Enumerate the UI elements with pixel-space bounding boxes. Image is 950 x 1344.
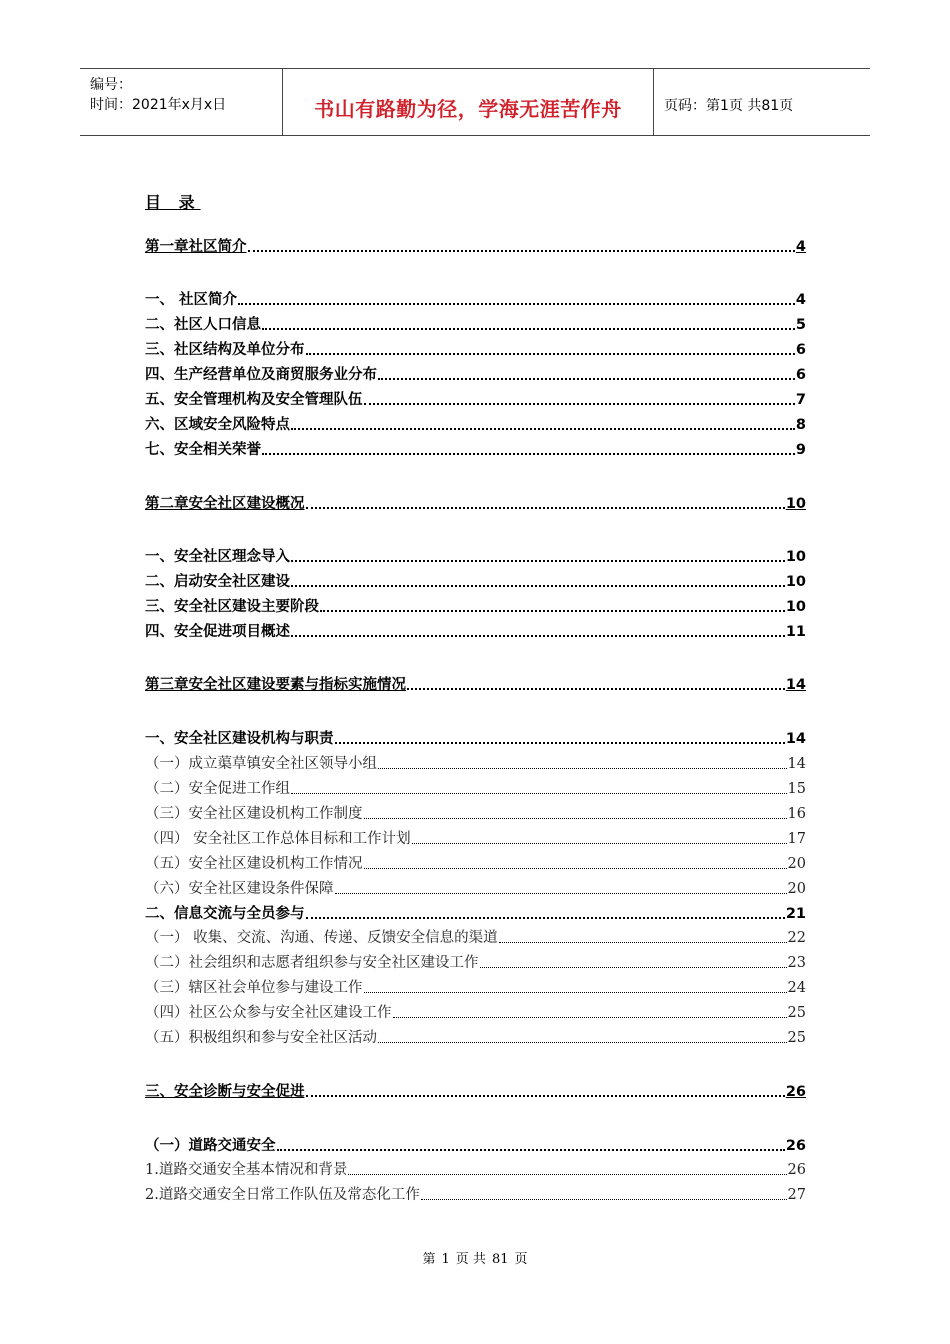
toc-entry[interactable] <box>145 412 806 434</box>
toc-leader <box>320 610 785 612</box>
toc-leader <box>262 453 795 455</box>
toc-entry-text: （三）辖区社会单位参与建设工作 <box>145 980 363 996</box>
toc-entry-page: 20 <box>787 881 806 897</box>
toc-leader <box>306 917 785 919</box>
toc-entry[interactable] <box>145 925 806 947</box>
toc-leader <box>499 942 787 943</box>
toc-entry-page: 20 <box>787 856 806 872</box>
toc-entry-text: （三）安全社区建设机构工作制度 <box>145 806 363 822</box>
toc-entry[interactable] <box>145 234 806 256</box>
toc-entry-page: 15 <box>787 781 806 797</box>
toc-entry[interactable] <box>145 776 806 798</box>
toc-entry[interactable] <box>145 619 806 641</box>
toc-entry-text: （二）社会组织和志愿者组织参与安全社区建设工作 <box>145 955 479 971</box>
toc-entry[interactable] <box>145 901 806 923</box>
number-label: 编号： <box>90 77 132 93</box>
toc-entry[interactable] <box>145 751 806 773</box>
toc-entry-text: （四） 安全社区工作总体目标和工作计划 <box>145 831 411 847</box>
toc-entry-text: 三、安全诊断与安全促进 <box>145 1084 305 1100</box>
toc-leader <box>291 635 785 637</box>
toc-entry[interactable] <box>145 437 806 459</box>
toc-leader <box>291 585 785 587</box>
header-motto-cell <box>282 69 654 135</box>
toc-entry-text: （一）道路交通安全 <box>145 1138 276 1154</box>
toc-entry-text: 三、社区结构及单位分布 <box>145 342 305 358</box>
toc-leader <box>306 353 795 355</box>
footer-page-number: 1 <box>441 1252 450 1267</box>
toc-entry-page: 16 <box>787 806 806 822</box>
toc-entry[interactable] <box>145 594 806 616</box>
footer-middle: 页 共 <box>455 1252 486 1267</box>
header-page-info: 页码：第1页 共81页 <box>664 98 794 114</box>
toc-entry[interactable] <box>145 544 806 566</box>
toc-leader <box>277 1149 785 1151</box>
toc-entry-text: （六）安全社区建设条件保障 <box>145 881 334 897</box>
toc-leader <box>364 818 787 819</box>
toc-entry-text: 六、区域安全风险特点 <box>145 417 290 433</box>
toc-leader <box>378 378 795 380</box>
toc-entry[interactable] <box>145 672 806 694</box>
toc-leader <box>335 742 785 744</box>
toc-entry-text: 五、安全管理机构及安全管理队伍 <box>145 392 363 408</box>
toc-entry-text: （五）积极组织和参与安全社区活动 <box>145 1030 377 1046</box>
toc-entry[interactable] <box>145 1079 806 1101</box>
toc-entry[interactable] <box>145 387 806 409</box>
toc-entry-text: 1.道路交通安全基本情况和背景 <box>145 1162 348 1178</box>
toc-entry-text: （四）社区公众参与安全社区建设工作 <box>145 1005 392 1021</box>
toc-entry[interactable] <box>145 1182 806 1204</box>
toc-entry-page: 14 <box>787 756 806 772</box>
footer-prefix: 第 <box>422 1252 436 1267</box>
header-meta <box>80 69 282 135</box>
toc-entry-page: 6 <box>795 342 806 358</box>
toc-entry-page: 27 <box>787 1187 806 1203</box>
toc-leader <box>421 1199 787 1200</box>
toc-entry-text: 四、安全促进项目概述 <box>145 624 290 640</box>
toc-entry-page: 11 <box>785 624 806 640</box>
toc-entry[interactable] <box>145 491 806 513</box>
toc-leader <box>378 768 787 769</box>
toc-leader <box>306 507 785 509</box>
toc-entry-page: 10 <box>785 574 806 590</box>
toc-entry-page: 10 <box>785 496 806 512</box>
toc-entry-page: 21 <box>785 906 806 922</box>
toc-entry-text: （二）安全促进工作组 <box>145 781 290 797</box>
toc-entry-page: 25 <box>787 1005 806 1021</box>
toc-entry-text: （一） 收集、交流、沟通、传递、反馈安全信息的渠道 <box>145 930 498 946</box>
toc-entry-page: 26 <box>785 1084 806 1100</box>
toc-entry-page: 9 <box>795 442 806 458</box>
toc-entry-page: 23 <box>787 955 806 971</box>
footer-total-pages: 81 <box>491 1252 509 1267</box>
toc-entry-page: 4 <box>795 292 806 308</box>
time-label: 时间：2021年x月x日 <box>90 97 227 113</box>
toc-entry-page: 5 <box>795 317 806 333</box>
toc-entry-text: 二、社区人口信息 <box>145 317 261 333</box>
toc-leader <box>291 560 785 562</box>
header-page-cell <box>654 69 870 135</box>
toc-leader <box>262 328 795 330</box>
toc-entry[interactable] <box>145 726 806 748</box>
toc-entry-page: 22 <box>787 930 806 946</box>
toc-entry[interactable] <box>145 287 806 309</box>
toc-leader <box>407 688 785 690</box>
toc-leader <box>364 868 787 869</box>
toc-entry-page: 24 <box>787 980 806 996</box>
toc-entry-page: 14 <box>785 731 806 747</box>
toc-entry-text: 二、信息交流与全员参与 <box>145 906 305 922</box>
toc-entry-text: 二、启动安全社区建设 <box>145 574 290 590</box>
toc-entry[interactable] <box>145 569 806 591</box>
toc-entry-page: 26 <box>785 1138 806 1154</box>
toc-leader <box>335 893 787 894</box>
toc-entry-text: 第三章安全社区建设要素与指标实施情况 <box>145 677 406 693</box>
toc-entry-text: 第二章安全社区建设概况 <box>145 496 305 512</box>
page-footer <box>0 1248 950 1267</box>
toc-entry[interactable] <box>145 362 806 384</box>
toc-entry[interactable] <box>145 1133 806 1155</box>
toc-leader <box>291 793 787 794</box>
toc-entry-text: （一）成立蕖草镇安全社区领导小组 <box>145 756 377 772</box>
toc-title: 目 录 <box>145 193 201 212</box>
toc-entry-text: 一、 社区简介 <box>145 292 238 308</box>
toc-leader <box>364 992 787 993</box>
page-header <box>80 68 870 136</box>
toc-entry[interactable] <box>145 950 806 972</box>
toc-entry[interactable] <box>145 1157 806 1179</box>
toc-entry-page: 17 <box>787 831 806 847</box>
toc-entry-page: 8 <box>795 417 806 433</box>
toc-entry-page: 7 <box>795 392 806 408</box>
toc-entry-text: 2.道路交通安全日常工作队伍及常态化工作 <box>145 1187 420 1203</box>
header-motto: 书山有路勤为径，学海无涯苦作舟 <box>314 97 622 121</box>
toc-entry[interactable] <box>145 851 806 873</box>
toc-leader <box>291 428 795 430</box>
toc-entry-text: 三、安全社区建设主要阶段 <box>145 599 319 615</box>
toc-leader <box>248 250 795 252</box>
toc-leader <box>393 1017 787 1018</box>
toc-leader <box>306 1095 785 1097</box>
toc-entry-text: （五）安全社区建设机构工作情况 <box>145 856 363 872</box>
footer-suffix: 页 <box>514 1252 528 1267</box>
toc-entry-text: 一、安全社区理念导入 <box>145 549 290 565</box>
toc-entry-text: 七、安全相关荣誉 <box>145 442 261 458</box>
toc-entry[interactable] <box>145 337 806 359</box>
toc-leader <box>378 1042 787 1043</box>
toc-entry[interactable] <box>145 1000 806 1022</box>
toc-entry-text: 四、生产经营单位及商贸服务业分布 <box>145 367 377 383</box>
toc-entry-page: 10 <box>785 599 806 615</box>
toc-entry[interactable] <box>145 1025 806 1047</box>
toc-leader <box>364 403 795 405</box>
toc-entry[interactable] <box>145 975 806 997</box>
toc-leader <box>480 967 787 968</box>
toc-leader <box>348 1174 786 1175</box>
toc-entry-page: 4 <box>795 239 806 255</box>
toc-entry[interactable] <box>145 312 806 334</box>
toc-entry-page: 6 <box>795 367 806 383</box>
toc-entry[interactable] <box>145 876 806 898</box>
toc-entry-page: 26 <box>787 1162 806 1178</box>
toc-entry[interactable] <box>145 801 806 823</box>
toc-entry-page: 10 <box>785 549 806 565</box>
toc-leader <box>412 843 787 844</box>
toc-entry-page: 14 <box>785 677 806 693</box>
toc-entry-text: 一、安全社区建设机构与职责 <box>145 731 334 747</box>
toc-entry[interactable] <box>145 826 806 848</box>
toc-entry-text: 第一章社区简介 <box>145 239 247 255</box>
toc-leader <box>238 303 795 305</box>
toc-entry-page: 25 <box>787 1030 806 1046</box>
